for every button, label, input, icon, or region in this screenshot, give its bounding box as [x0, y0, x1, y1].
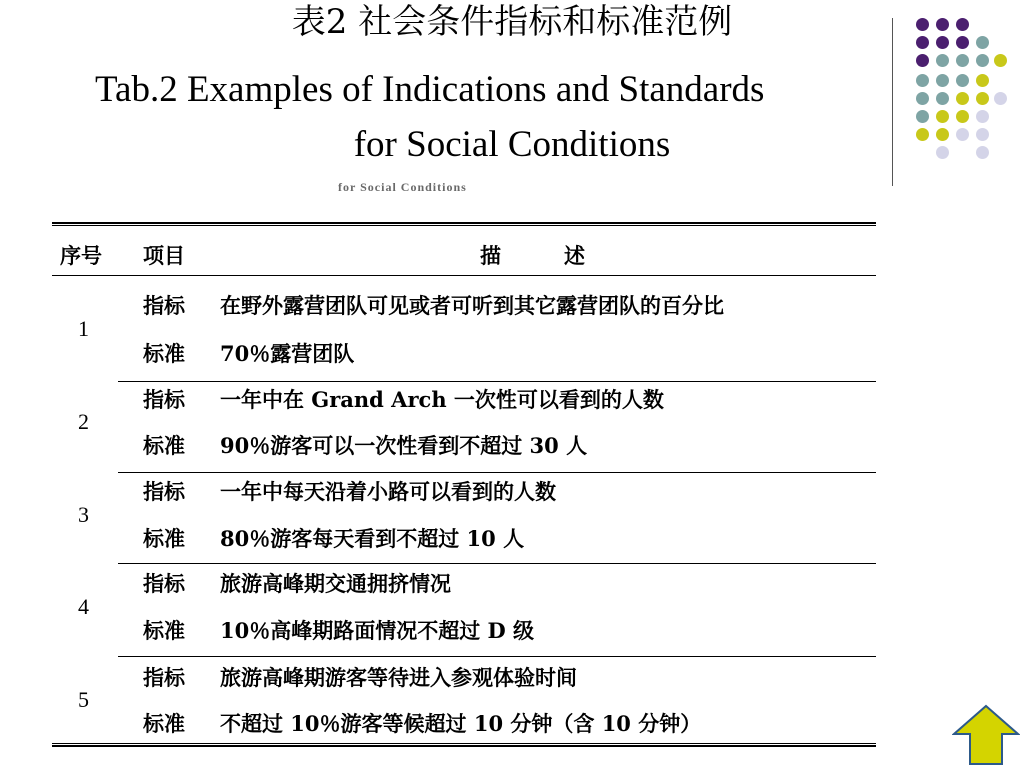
header-description: 描 述	[480, 244, 585, 268]
standard-label: 标准	[143, 711, 185, 736]
dot	[936, 92, 949, 105]
standard-text: 80％游客每天看到不超过 10 人	[220, 526, 525, 551]
dot	[956, 74, 969, 87]
dot	[936, 36, 949, 49]
dot	[976, 110, 989, 123]
row-number: 5	[78, 687, 89, 712]
indicator-label: 指标	[143, 293, 185, 318]
dot	[936, 18, 949, 31]
dot	[916, 128, 929, 141]
dot	[916, 18, 929, 31]
title-chinese: 表2 社会条件指标和标准范例	[291, 2, 733, 42]
row-number: 4	[78, 594, 89, 619]
indicator-text: 旅游高峰期游客等待进入参观体验时间	[220, 665, 577, 690]
row-separator	[118, 472, 876, 473]
row-separator	[118, 381, 876, 382]
row-number: 2	[78, 409, 89, 434]
dot	[936, 128, 949, 141]
dot	[994, 54, 1007, 67]
dot	[976, 128, 989, 141]
dot	[936, 146, 949, 159]
table-header-rule	[52, 275, 876, 276]
row-separator	[118, 563, 876, 564]
indicator-label: 指标	[143, 571, 185, 596]
row-separator	[118, 656, 876, 657]
dot	[916, 110, 929, 123]
dot	[956, 92, 969, 105]
standard-label: 标准	[143, 433, 185, 458]
header-index: 序号	[60, 244, 102, 268]
header-item: 项目	[143, 244, 185, 268]
dot	[936, 74, 949, 87]
table-bottom-rule	[52, 743, 876, 747]
standard-label: 标准	[143, 526, 185, 551]
standard-text: 90％游客可以一次性看到不超过 30 人	[220, 433, 588, 458]
standard-text: 10％高峰期路面情况不超过 D 级	[220, 618, 535, 643]
dot	[976, 54, 989, 67]
indicator-text: 旅游高峰期交通拥挤情况	[220, 571, 451, 596]
indicator-label: 指标	[143, 479, 185, 504]
dot	[994, 92, 1007, 105]
dot	[976, 92, 989, 105]
standard-label: 标准	[143, 341, 185, 366]
dot	[916, 36, 929, 49]
dot	[956, 110, 969, 123]
dot	[936, 54, 949, 67]
row-number: 3	[78, 502, 89, 527]
dot	[916, 54, 929, 67]
indicator-label: 指标	[143, 387, 185, 412]
dot	[956, 36, 969, 49]
dot	[956, 18, 969, 31]
indicator-text: 一年中在 Grand Arch 一次性可以看到的人数	[220, 387, 664, 412]
indicator-text: 一年中每天沿着小路可以看到的人数	[220, 479, 556, 504]
dot	[976, 74, 989, 87]
decorative-divider	[892, 18, 893, 186]
indicator-label: 指标	[143, 665, 185, 690]
scanned-ghost-text: for Social Conditions	[338, 180, 467, 194]
dot	[976, 146, 989, 159]
indicator-text: 在野外露营团队可见或者可听到其它露营团队的百分比	[220, 293, 724, 318]
title-english-line2: for Social Conditions	[353, 124, 671, 165]
dot	[956, 128, 969, 141]
up-arrow-icon[interactable]	[952, 704, 1020, 766]
decorative-dot-grid	[908, 14, 1018, 164]
standard-text: 70％露营团队	[220, 341, 355, 366]
table-top-rule	[52, 222, 876, 226]
row-number: 1	[78, 316, 89, 341]
standard-text: 不超过 10％游客等候超过 10 分钟（含 10 分钟）	[220, 711, 702, 736]
title-english-line1: Tab.2 Examples of Indications and Standards	[95, 69, 765, 110]
dot	[916, 74, 929, 87]
dot	[956, 54, 969, 67]
dot	[916, 92, 929, 105]
dot	[976, 36, 989, 49]
standard-label: 标准	[143, 618, 185, 643]
dot	[936, 110, 949, 123]
